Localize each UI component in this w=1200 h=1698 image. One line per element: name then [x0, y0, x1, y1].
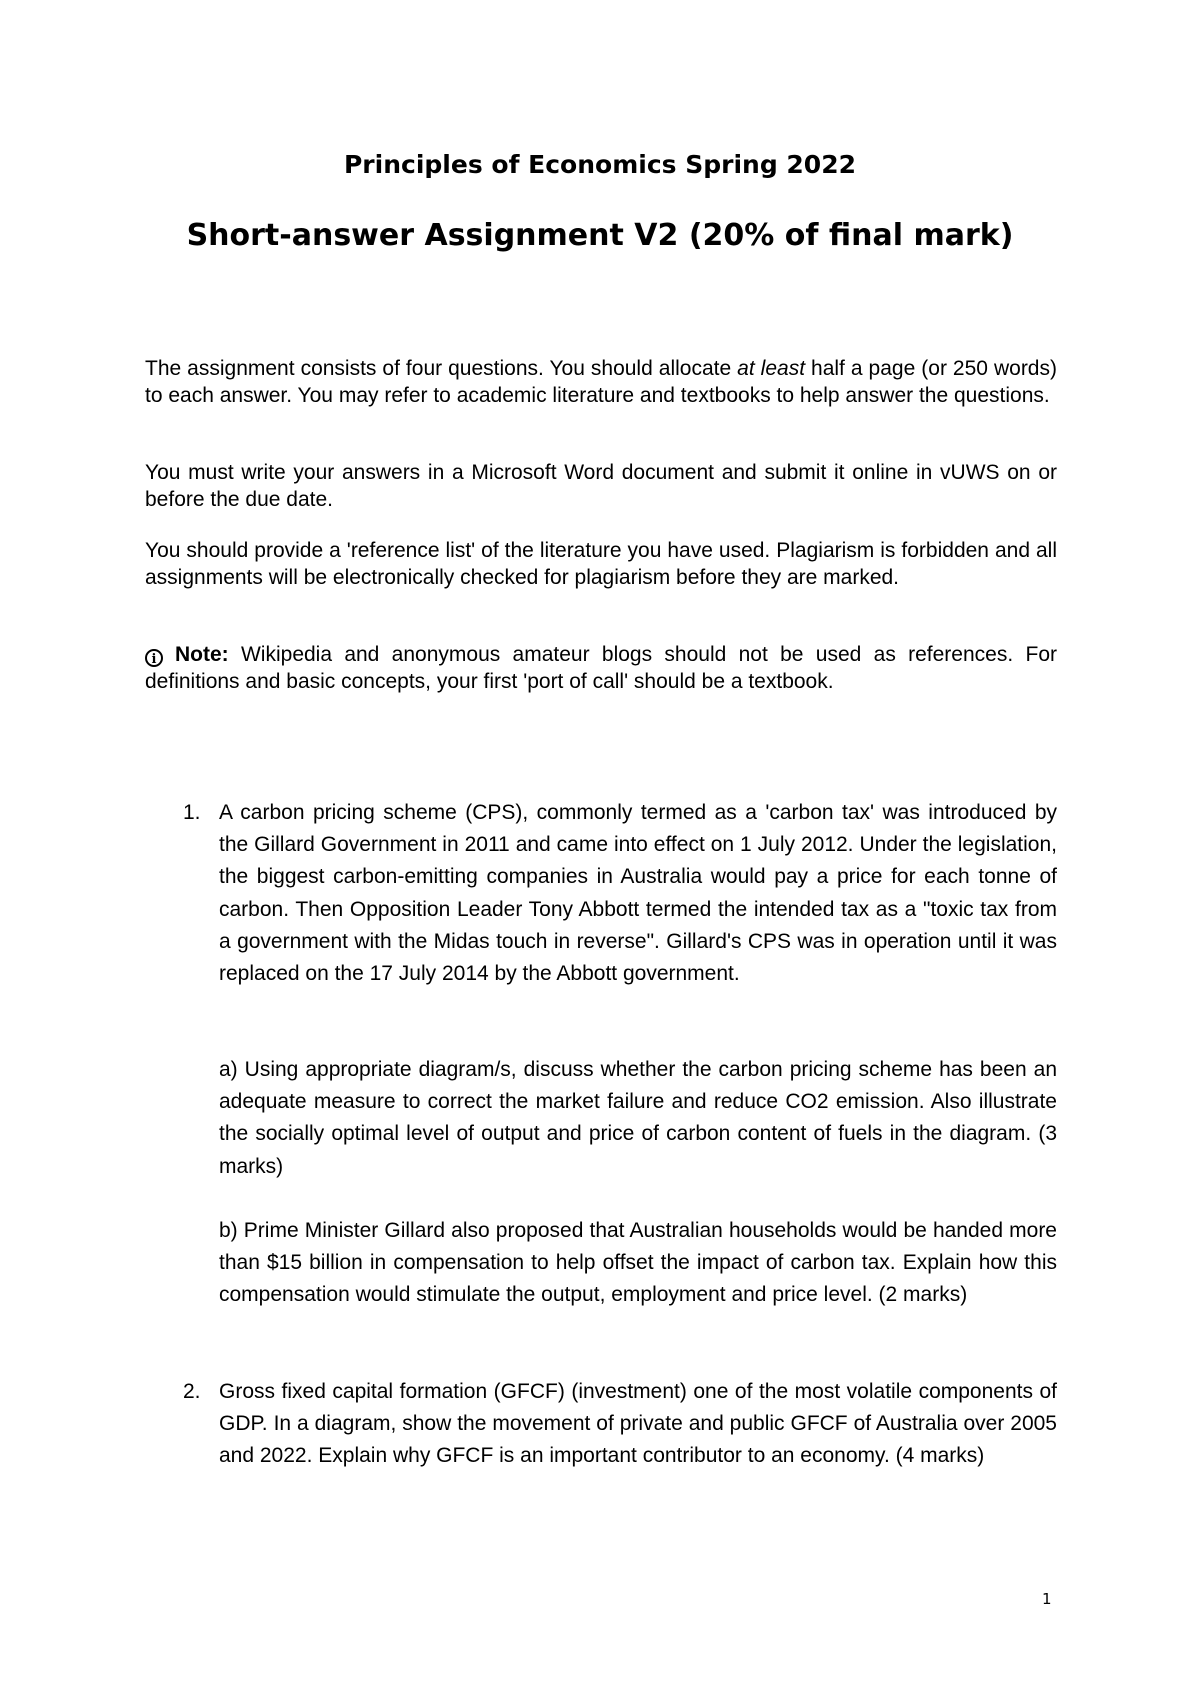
note-paragraph — [145, 641, 1057, 695]
document-title: Principles of Economics Spring 2022 — [343, 150, 856, 179]
intro-p1-emphasis: at least — [737, 357, 806, 380]
intro-p1-part2: half a page (or 250 words) to each answer. You may refer to academic literature and textbooks to help answer the questions. — [145, 357, 1057, 407]
question-2 — [145, 1376, 1057, 1473]
question-1-text: A carbon pricing scheme (CPS), commonly termed as a 'carbon tax' was introduced by the Gillard Government in 2011 and came into effect on 1 July 2012. Under the legislation, the biggest carbon-emitting companies in Australia would pay a price for each tonne of carbon. Then Opposition Leader Tony Abbott termed the intended tax as a "toxic tax from a government with the Midas touch in reverse". Gillard's CPS was in operation until it was replaced on the 17 July 2014 by the Abbott government. — [219, 801, 1057, 986]
intro-p1-part1: The assignment consists of four questions. You should allocate — [145, 357, 738, 380]
question-2-text: Gross fixed capital formation (GFCF) (investment) one of the most volatile components of GDP. In a diagram, show the movement of private and public GFCF of Australia over 2005 and 2022. Explain why GFCF is an important contributor to an economy. (4 marks) — [219, 1380, 1057, 1468]
question-1-part-b — [145, 1215, 1057, 1312]
page-number: 1 — [1042, 1590, 1052, 1608]
question-1-number: 1. — [183, 801, 201, 824]
question-1-part-a-text: a) Using appropriate diagram/s, discuss whether the carbon pricing scheme has been an adequate measure to correct the market failure and reduce CO2 emission. Also illustrate the socially optimal level of output and price of carbon content of fuels in the diagram. (3 marks) — [219, 1058, 1057, 1178]
question-1-part-a — [145, 1054, 1057, 1183]
question-2-number: 2. — [183, 1380, 201, 1403]
question-1 — [145, 797, 1057, 990]
intro-paragraph-references: You should provide a 'reference list' of the literature you have used. Plagiarism is forbidden and all assignments will be electronically checked for plagiarism before they are marked. — [145, 539, 1057, 589]
note-text: Wikipedia and anonymous amateur blogs should not be used as references. For definitions and basic concepts, your first 'port of call' should be a textbook. — [145, 643, 1057, 693]
question-1-part-b-text: b) Prime Minister Gillard also proposed that Australian households would be handed more than $15 billion in compensation to help offset the impact of carbon tax. Explain how this compensation would stimulate the output, employment and price level. (2 marks) — [219, 1219, 1057, 1307]
info-circle-icon: i — [145, 649, 163, 667]
intro-paragraph-submission: You must write your answers in a Microsoft Word document and submit it online in vUWS on or before the due date. — [145, 461, 1057, 511]
intro-paragraph-questions — [145, 355, 1057, 409]
document-subtitle: Short-answer Assignment V2 (20% of final mark) — [186, 218, 1014, 253]
note-label: Note: — [175, 643, 229, 666]
